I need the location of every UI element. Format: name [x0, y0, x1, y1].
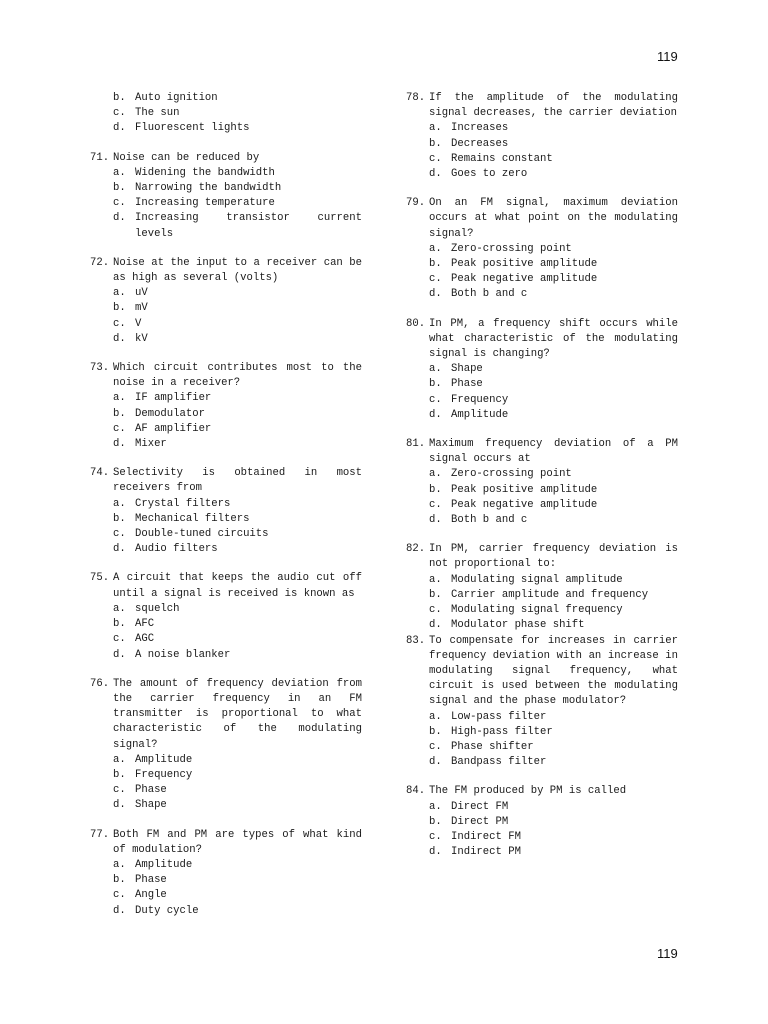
question-number: 84. — [406, 785, 426, 798]
answer-option — [406, 573, 678, 588]
answer-option — [90, 196, 362, 211]
option-text: A noise blanker — [135, 648, 231, 661]
option-letter: d. — [113, 332, 126, 345]
option-text: Both b and c — [451, 288, 528, 301]
page-number-top: 119 — [657, 49, 678, 64]
question-text: Which circuit contributes most to the noise in a receiver? — [113, 362, 362, 390]
option-text: Fluorescent lights — [135, 122, 250, 135]
option-text: Remains constant — [451, 152, 553, 165]
option-text: mV — [135, 302, 148, 315]
option-letter: d. — [113, 648, 126, 661]
question-text: In PM, a frequency shift occurs while what characteristic of the modulating signal is changing? — [429, 317, 678, 361]
question-item — [90, 256, 362, 347]
option-letter: d. — [429, 846, 442, 859]
question-text: Noise at the input to a receiver can be as high as several (volts) — [113, 256, 362, 285]
answer-option — [406, 287, 678, 302]
question-text: Both FM and PM are types of what kind of modulation? — [113, 828, 362, 856]
answer-option — [90, 407, 362, 422]
right-column — [406, 91, 678, 874]
option-letter: c. — [429, 273, 442, 286]
answer-option — [90, 422, 362, 437]
option-letter: b. — [429, 588, 442, 601]
question-stem — [90, 571, 362, 601]
answer-option — [406, 362, 678, 377]
option-text: uV — [135, 287, 148, 300]
option-text: Increases — [451, 122, 509, 135]
answer-option — [406, 710, 678, 725]
option-text: Phase shifter — [451, 740, 534, 753]
option-text: Peak negative amplitude — [451, 498, 598, 511]
option-letter: d. — [429, 168, 442, 181]
answer-option — [406, 740, 678, 755]
option-letter: a. — [429, 800, 442, 813]
option-letter: a. — [429, 363, 442, 376]
option-text: Zero-crossing point — [451, 242, 572, 255]
option-letter: c. — [429, 393, 442, 406]
question-stem — [406, 634, 678, 710]
option-letter: c. — [113, 197, 126, 210]
option-letter: b. — [429, 815, 442, 828]
option-text: Mechanical filters — [135, 512, 250, 525]
option-text: Frequency — [451, 393, 509, 406]
question-number: 81. — [406, 438, 426, 451]
option-text: Amplitude — [135, 858, 193, 871]
answer-option — [90, 798, 362, 813]
question-item — [406, 784, 678, 860]
answer-option — [406, 121, 678, 136]
answer-option — [90, 617, 362, 632]
option-text: Peak negative amplitude — [451, 273, 598, 286]
option-text: Indirect PM — [451, 846, 521, 859]
option-letter: c. — [113, 889, 126, 902]
option-text: Modulator phase shift — [451, 619, 585, 632]
option-text: Zero-crossing point — [451, 468, 572, 481]
option-letter: a. — [113, 287, 126, 300]
option-letter: d. — [113, 122, 126, 135]
question-stem — [406, 196, 678, 242]
answer-option — [90, 602, 362, 617]
option-letter: c. — [113, 317, 126, 330]
option-letter: c. — [113, 784, 126, 797]
question-text: The amount of frequency deviation from the carrier frequency in an FM transmitter is proportional to what characteristic of the modulating signal? — [113, 677, 362, 751]
option-letter: b. — [113, 407, 126, 420]
option-text: AGC — [135, 633, 155, 646]
answer-option — [90, 121, 362, 136]
option-letter: a. — [113, 392, 126, 405]
question-stem — [90, 256, 362, 286]
answer-option — [90, 542, 362, 557]
question-number: 82. — [406, 543, 426, 556]
option-letter: d. — [113, 212, 126, 225]
option-text: Duty cycle — [135, 904, 199, 917]
answer-option — [406, 167, 678, 182]
option-letter: a. — [113, 753, 126, 766]
answer-option — [90, 181, 362, 196]
answer-option — [406, 467, 678, 482]
question-number: 83. — [406, 634, 426, 647]
answer-option — [90, 497, 362, 512]
option-letter: c. — [429, 152, 442, 165]
option-letter: a. — [113, 602, 126, 615]
option-text: Both b and c — [451, 514, 528, 527]
question-item — [90, 828, 362, 919]
answer-option — [90, 768, 362, 783]
option-letter: b. — [429, 378, 442, 391]
question-item — [406, 634, 678, 771]
option-letter: b. — [429, 483, 442, 496]
answer-option — [90, 391, 362, 406]
answer-option — [90, 317, 362, 332]
question-number: 79. — [406, 197, 426, 210]
option-letter: c. — [113, 633, 126, 646]
question-item — [90, 677, 362, 814]
question-stem — [406, 437, 678, 467]
question-number: 76. — [90, 677, 110, 690]
question-stem — [90, 677, 362, 753]
question-stem — [406, 317, 678, 363]
option-text: IF amplifier — [135, 392, 212, 405]
question-stem — [406, 542, 678, 572]
answer-option — [406, 408, 678, 423]
answer-option — [90, 753, 362, 768]
answer-option — [406, 815, 678, 830]
question-stem — [90, 151, 362, 166]
option-letter: a. — [429, 242, 442, 255]
page-number-bottom: 119 — [657, 946, 678, 961]
option-text: Auto ignition — [135, 92, 218, 104]
option-text: Shape — [451, 363, 483, 376]
question-item — [90, 91, 362, 137]
option-text: Narrowing the bandwidth — [135, 182, 282, 195]
option-text: Bandpass filter — [451, 756, 547, 769]
option-text: Shape — [135, 799, 167, 812]
question-item — [90, 466, 362, 557]
question-stem — [90, 466, 362, 496]
answer-option — [90, 91, 362, 106]
answer-option — [406, 845, 678, 860]
option-letter: d. — [113, 543, 126, 556]
question-text: Selectivity is obtained in most receivers from — [113, 467, 362, 495]
question-text: On an FM signal, maximum deviation occurs at what point on the modulating signal? — [429, 197, 678, 240]
answer-option — [406, 588, 678, 603]
answer-option — [90, 527, 362, 542]
answer-option — [90, 211, 362, 241]
question-item — [406, 91, 678, 182]
option-text: Modulating signal amplitude — [451, 573, 623, 586]
question-item — [90, 571, 362, 662]
option-letter: a. — [429, 122, 442, 135]
question-text: Maximum frequency deviation of a PM signal occurs at — [429, 438, 678, 466]
left-column — [90, 91, 362, 933]
question-item — [406, 542, 678, 633]
option-letter: b. — [113, 182, 126, 195]
option-letter: d. — [113, 904, 126, 917]
option-text: Indirect FM — [451, 830, 521, 843]
option-letter: b. — [429, 258, 442, 271]
question-number: 78. — [406, 92, 426, 104]
answer-option — [406, 725, 678, 740]
question-item — [406, 437, 678, 528]
option-letter: b. — [429, 137, 442, 150]
option-text: Phase — [135, 874, 167, 887]
option-letter: d. — [429, 408, 442, 421]
option-text: Carrier amplitude and frequency — [451, 588, 649, 601]
answer-option — [406, 137, 678, 152]
answer-option — [90, 873, 362, 888]
answer-option — [90, 858, 362, 873]
answer-option — [406, 393, 678, 408]
option-letter: d. — [429, 619, 442, 632]
question-stem — [406, 784, 678, 799]
option-letter: d. — [113, 799, 126, 812]
option-text: Double-tuned circuits — [135, 528, 269, 541]
answer-option — [406, 830, 678, 845]
option-text: High-pass filter — [451, 725, 553, 738]
option-letter: d. — [429, 288, 442, 301]
question-item — [406, 196, 678, 302]
answer-option — [406, 257, 678, 272]
answer-option — [406, 800, 678, 815]
option-text: Amplitude — [451, 408, 509, 421]
option-text: Mixer — [135, 438, 167, 451]
option-text: Direct FM — [451, 800, 509, 813]
option-letter: b. — [113, 618, 126, 631]
option-text: Phase — [451, 378, 483, 391]
option-text: Widening the bandwidth — [135, 166, 275, 179]
option-letter: b. — [113, 874, 126, 887]
option-text: Amplitude — [135, 753, 193, 766]
option-text: Increasing transistor current levels — [135, 212, 362, 240]
question-text: In PM, carrier frequency deviation is not proportional to: — [429, 543, 678, 571]
option-text: Goes to zero — [451, 168, 528, 181]
question-stem — [90, 361, 362, 391]
question-number: 75. — [90, 572, 110, 585]
question-number: 77. — [90, 828, 110, 841]
option-letter: c. — [429, 604, 442, 617]
question-item — [406, 317, 678, 423]
option-letter: a. — [113, 497, 126, 510]
option-letter: c. — [429, 498, 442, 511]
answer-option — [90, 437, 362, 452]
option-text: Peak positive amplitude — [451, 258, 598, 271]
option-text: Phase — [135, 784, 167, 797]
option-text: Low-pass filter — [451, 710, 547, 723]
option-letter: c. — [113, 107, 126, 120]
answer-option — [90, 888, 362, 903]
answer-option — [90, 648, 362, 663]
answer-option — [406, 498, 678, 513]
option-text: The sun — [135, 107, 180, 120]
option-letter: a. — [429, 710, 442, 723]
option-letter: c. — [113, 422, 126, 435]
question-number: 72. — [90, 256, 110, 269]
question-text: Noise can be reduced by — [113, 151, 260, 164]
option-text: V — [135, 317, 142, 330]
answer-option — [406, 513, 678, 528]
question-text: A circuit that keeps the audio cut off until a signal is received is known as — [113, 572, 362, 600]
answer-option — [90, 166, 362, 181]
option-letter: a. — [113, 166, 126, 179]
option-letter: a. — [113, 858, 126, 871]
option-text: Frequency — [135, 768, 193, 781]
question-stem — [406, 91, 678, 121]
option-text: AF amplifier — [135, 422, 212, 435]
option-letter: c. — [429, 740, 442, 753]
option-text: Modulating signal frequency — [451, 604, 623, 617]
question-number: 74. — [90, 467, 110, 480]
answer-option — [406, 242, 678, 257]
answer-option — [90, 512, 362, 527]
question-item — [90, 151, 362, 242]
option-text: Audio filters — [135, 543, 218, 556]
option-letter: a. — [429, 468, 442, 481]
option-letter: b. — [113, 512, 126, 525]
option-letter: b. — [113, 768, 126, 781]
answer-option — [406, 483, 678, 498]
answer-option — [90, 904, 362, 919]
option-text: AFC — [135, 618, 155, 631]
option-letter: c. — [429, 830, 442, 843]
answer-option — [406, 603, 678, 618]
option-letter: b. — [113, 302, 126, 315]
answer-option — [90, 106, 362, 121]
option-letter: a. — [429, 573, 442, 586]
question-number: 73. — [90, 362, 110, 375]
question-text: The FM produced by PM is called — [429, 785, 627, 798]
answer-option — [90, 301, 362, 316]
answer-option — [90, 332, 362, 347]
option-letter: d. — [113, 438, 126, 451]
answer-option — [406, 377, 678, 392]
option-text: Increasing temperature — [135, 197, 275, 210]
answer-option — [90, 286, 362, 301]
question-text: To compensate for increases in carrier frequency deviation with an increase in modulating signal frequency, what circuit is used between the modulating signal and the phase modulator? — [429, 634, 678, 708]
answer-option — [406, 152, 678, 167]
answer-option — [406, 618, 678, 633]
option-letter: d. — [429, 756, 442, 769]
option-text: squelch — [135, 602, 180, 615]
question-number: 71. — [90, 151, 110, 164]
question-item — [90, 361, 362, 452]
option-letter: b. — [113, 92, 126, 104]
option-letter: b. — [429, 725, 442, 738]
option-text: Direct PM — [451, 815, 509, 828]
option-text: Angle — [135, 889, 167, 902]
answer-option — [406, 755, 678, 770]
option-text: Crystal filters — [135, 497, 231, 510]
option-letter: d. — [429, 514, 442, 527]
option-letter: c. — [113, 528, 126, 541]
answer-option — [90, 783, 362, 798]
question-text: If the amplitude of the modulating signal decreases, the carrier deviation — [429, 92, 678, 120]
option-text: Peak positive amplitude — [451, 483, 598, 496]
option-text: Decreases — [451, 137, 509, 150]
question-number: 80. — [406, 317, 426, 330]
answer-option — [406, 272, 678, 287]
option-text: Demodulator — [135, 407, 205, 420]
answer-option — [90, 632, 362, 647]
question-stem — [90, 828, 362, 858]
option-text: kV — [135, 332, 148, 345]
